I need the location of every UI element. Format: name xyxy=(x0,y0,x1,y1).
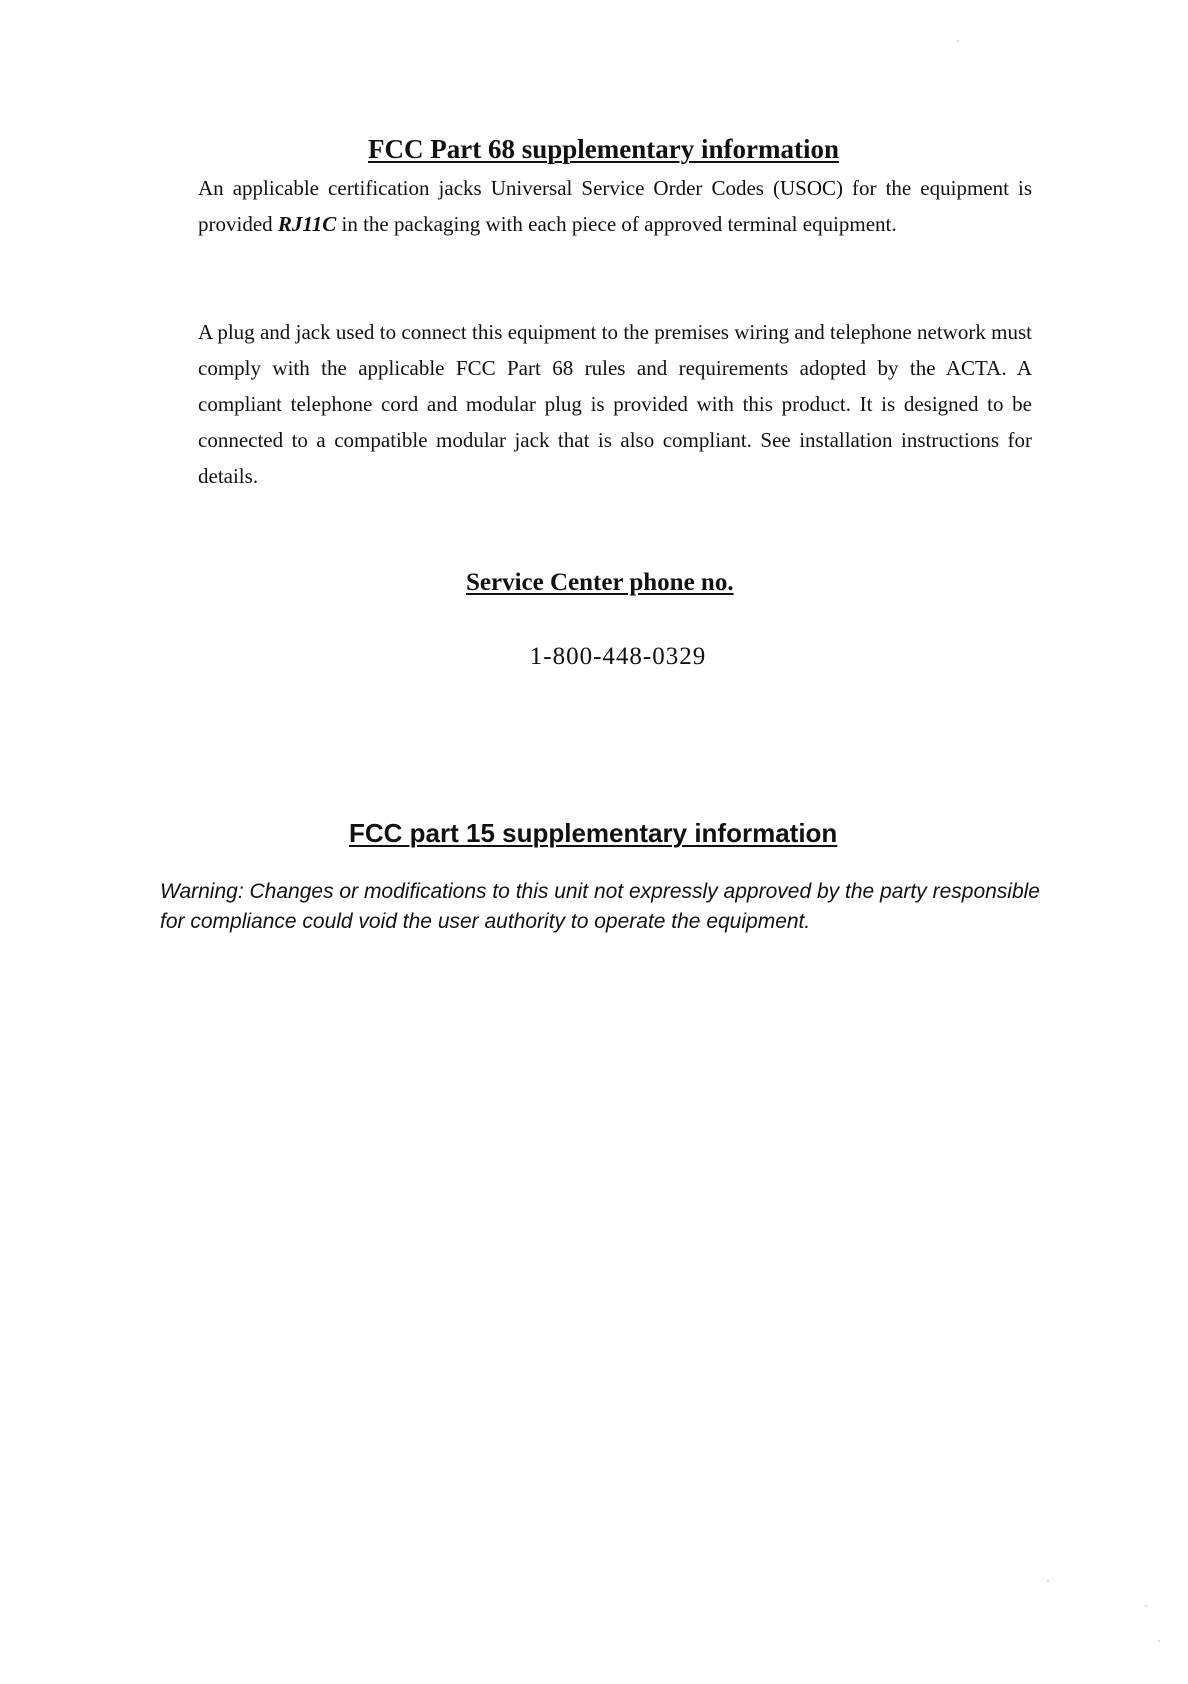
jack-code: RJ11C xyxy=(277,212,337,236)
service-center-heading: Service Center phone no. xyxy=(466,569,734,596)
scan-speck xyxy=(1047,1580,1049,1582)
part68-usoc-text: An applicable certification jacks Universal Service Order Codes (USOC) for the equipment is provided xyxy=(198,176,1032,236)
scan-speck xyxy=(1158,1640,1160,1642)
part68-usoc-paragraph xyxy=(198,170,1032,242)
service-phone-number: 1-800-448-0329 xyxy=(529,643,707,670)
part68-plug-jack-paragraph: A plug and jack used to connect this equipment to the premises wiring and telephone network must comply with the applicable FCC Part 68 rules and requirements adopted by the ACTA. A compliant telephone cord and modular plug is provided with this product. It is designed to be connected to a compatible modular jack that is also compliant. See installation instructions for details. xyxy=(198,320,1032,488)
part68-usoc-text-end: in the packaging with each piece of approved terminal equipment. xyxy=(336,212,897,236)
part15-warning-paragraph: Warning: Changes or modifications to this unit not expressly approved by the party responsible for compliance could void the user authority to operate the equipment. xyxy=(160,880,1040,933)
scan-speck xyxy=(1145,1605,1147,1607)
scan-speck xyxy=(957,40,959,42)
part15-heading: FCC part 15 supplementary information xyxy=(349,818,838,848)
part68-heading: FCC Part 68 supplementary information xyxy=(368,134,839,164)
